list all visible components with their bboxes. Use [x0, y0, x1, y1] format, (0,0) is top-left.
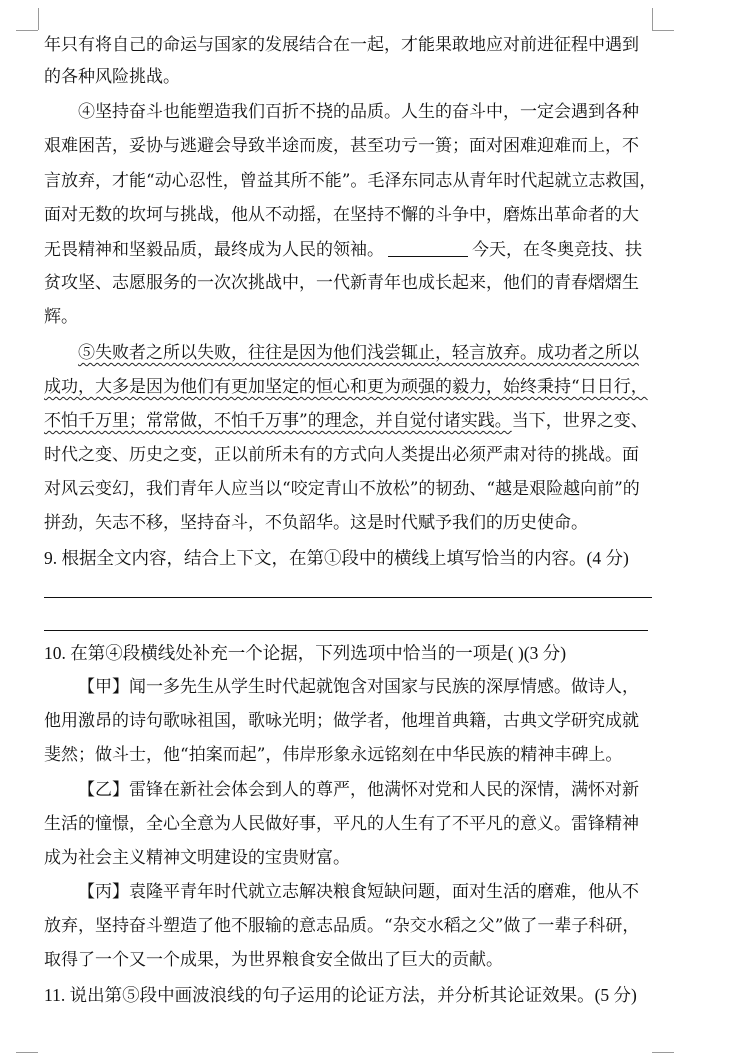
text-line: 成为社会主义精神文明建设的宝贵财富。	[44, 848, 350, 868]
text-line: 取得了一个又一个成果，为世界粮食安全做出了巨大的贡献。	[44, 950, 503, 970]
text-line-with-blank	[44, 238, 642, 261]
text-line: 贫攻坚、志愿服务的一次次挑战中，一代新青年也成长起来，他们的青春熠熠生	[44, 273, 639, 293]
text-segment: 无畏精神和坚毅品质，最终成为人民的领袖。	[44, 240, 384, 260]
text-line: 辉。	[44, 307, 78, 327]
crop-mark-bottom-right-h	[652, 1052, 674, 1053]
question-9: 9. 根据全文内容，结合上下文，在第①段中的横线上填写恰当的内容。(4 分)	[44, 548, 629, 568]
text-segment: 当下，世界之变、	[511, 411, 648, 431]
wavy-underlined-sentence: 不怕千万里；常常做，不怕千万事”的理念，并自觉付诸实践。	[44, 411, 512, 431]
text-line: 他用激昂的诗句歌咏祖国，歌咏光明；做学者，他埋首典籍，古典文学研究成就	[44, 711, 639, 731]
text-line: 年只有将自己的命运与国家的发展结合在一起，才能果敢地应对前进征程中遇到	[44, 35, 639, 55]
crop-mark-top-left-v	[38, 8, 39, 30]
question-11: 11. 说出第⑤段中画波浪线的句子运用的论证方法，并分析其论证效果。(5 分)	[44, 985, 637, 1005]
text-line-mixed	[44, 410, 648, 432]
fill-in-blank[interactable]	[388, 238, 468, 257]
answer-line[interactable]	[44, 630, 648, 631]
text-line: 面对无数的坎坷与挑战，他从不动摇，在坚持不懈的斗争中，磨炼出革命者的大	[44, 205, 639, 225]
wavy-underlined-sentence: 成功，大多是因为他们有更加坚定的恒心和更为顽强的毅力，始终秉持“日日行，	[44, 377, 648, 397]
answer-line[interactable]	[44, 597, 652, 598]
paragraph-4-start: ④坚持奋斗也能塑造我们百折不挠的品质。人生的奋斗中，一定会遇到各种	[78, 102, 639, 122]
crop-mark-top-left-h	[16, 30, 38, 31]
option-bing: 【丙】袁隆平青年时代就立志解决粮食短缺问题，面对生活的磨难，他从不	[78, 882, 639, 902]
text-line: 生活的憧憬，全心全意为人民做好事，平凡的人生有了不平凡的意义。雷锋精神	[44, 814, 639, 834]
text-line: 对风云变幻，我们青年人应当以“咬定青山不放松”的韧劲、“越是艰险越向前”的	[44, 479, 640, 499]
crop-mark-bottom-left-h	[16, 1052, 38, 1053]
wavy-underlined-sentence: ⑤失败者之所以失败，往往是因为他们浅尝辄止，轻言放弃。成功者之所以	[78, 343, 639, 363]
text-line: 言放弃，才能“动心忍性，曾益其所不能”。毛泽东同志从青年时代起就立志救国，	[44, 171, 657, 191]
text-line: 拼劲，矢志不移，坚持奋斗，不负韶华。这是时代赋予我们的历史使命。	[44, 513, 588, 533]
text-line: 斐然；做斗士，他“拍案而起”，伟岸形象永远铭刻在中华民族的精神丰碑上。	[44, 745, 623, 765]
crop-mark-top-right-h	[652, 30, 674, 31]
text-line: 艰难困苦，妥协与逃避会导致半途而废，甚至功亏一篑；面对困难迎难而上，不	[44, 136, 639, 156]
option-yi: 【乙】雷锋在新社会体会到人的尊严，他满怀对党和人民的深情，满怀对新	[78, 780, 639, 800]
question-10: 10. 在第④段横线处补充一个论据，下列选项中恰当的一项是( )(3 分)	[44, 643, 567, 663]
text-line: 时代之变、历史之变，正以前所未有的方式向人类提出必须严肃对待的挑战。面	[44, 445, 639, 465]
text-segment: 今天，在冬奥竞技、扶	[472, 240, 642, 260]
text-line: 的各种风险挑战。	[44, 67, 180, 87]
option-jia: 【甲】闻一多先生从学生时代起就饱含对国家与民族的深厚情感。做诗人，	[78, 677, 639, 697]
crop-mark-top-right-v	[652, 8, 653, 30]
text-line: 放弃，坚持奋斗塑造了他不服输的意志品质。“杂交水稻之父”做了一辈子科研，	[44, 916, 640, 936]
